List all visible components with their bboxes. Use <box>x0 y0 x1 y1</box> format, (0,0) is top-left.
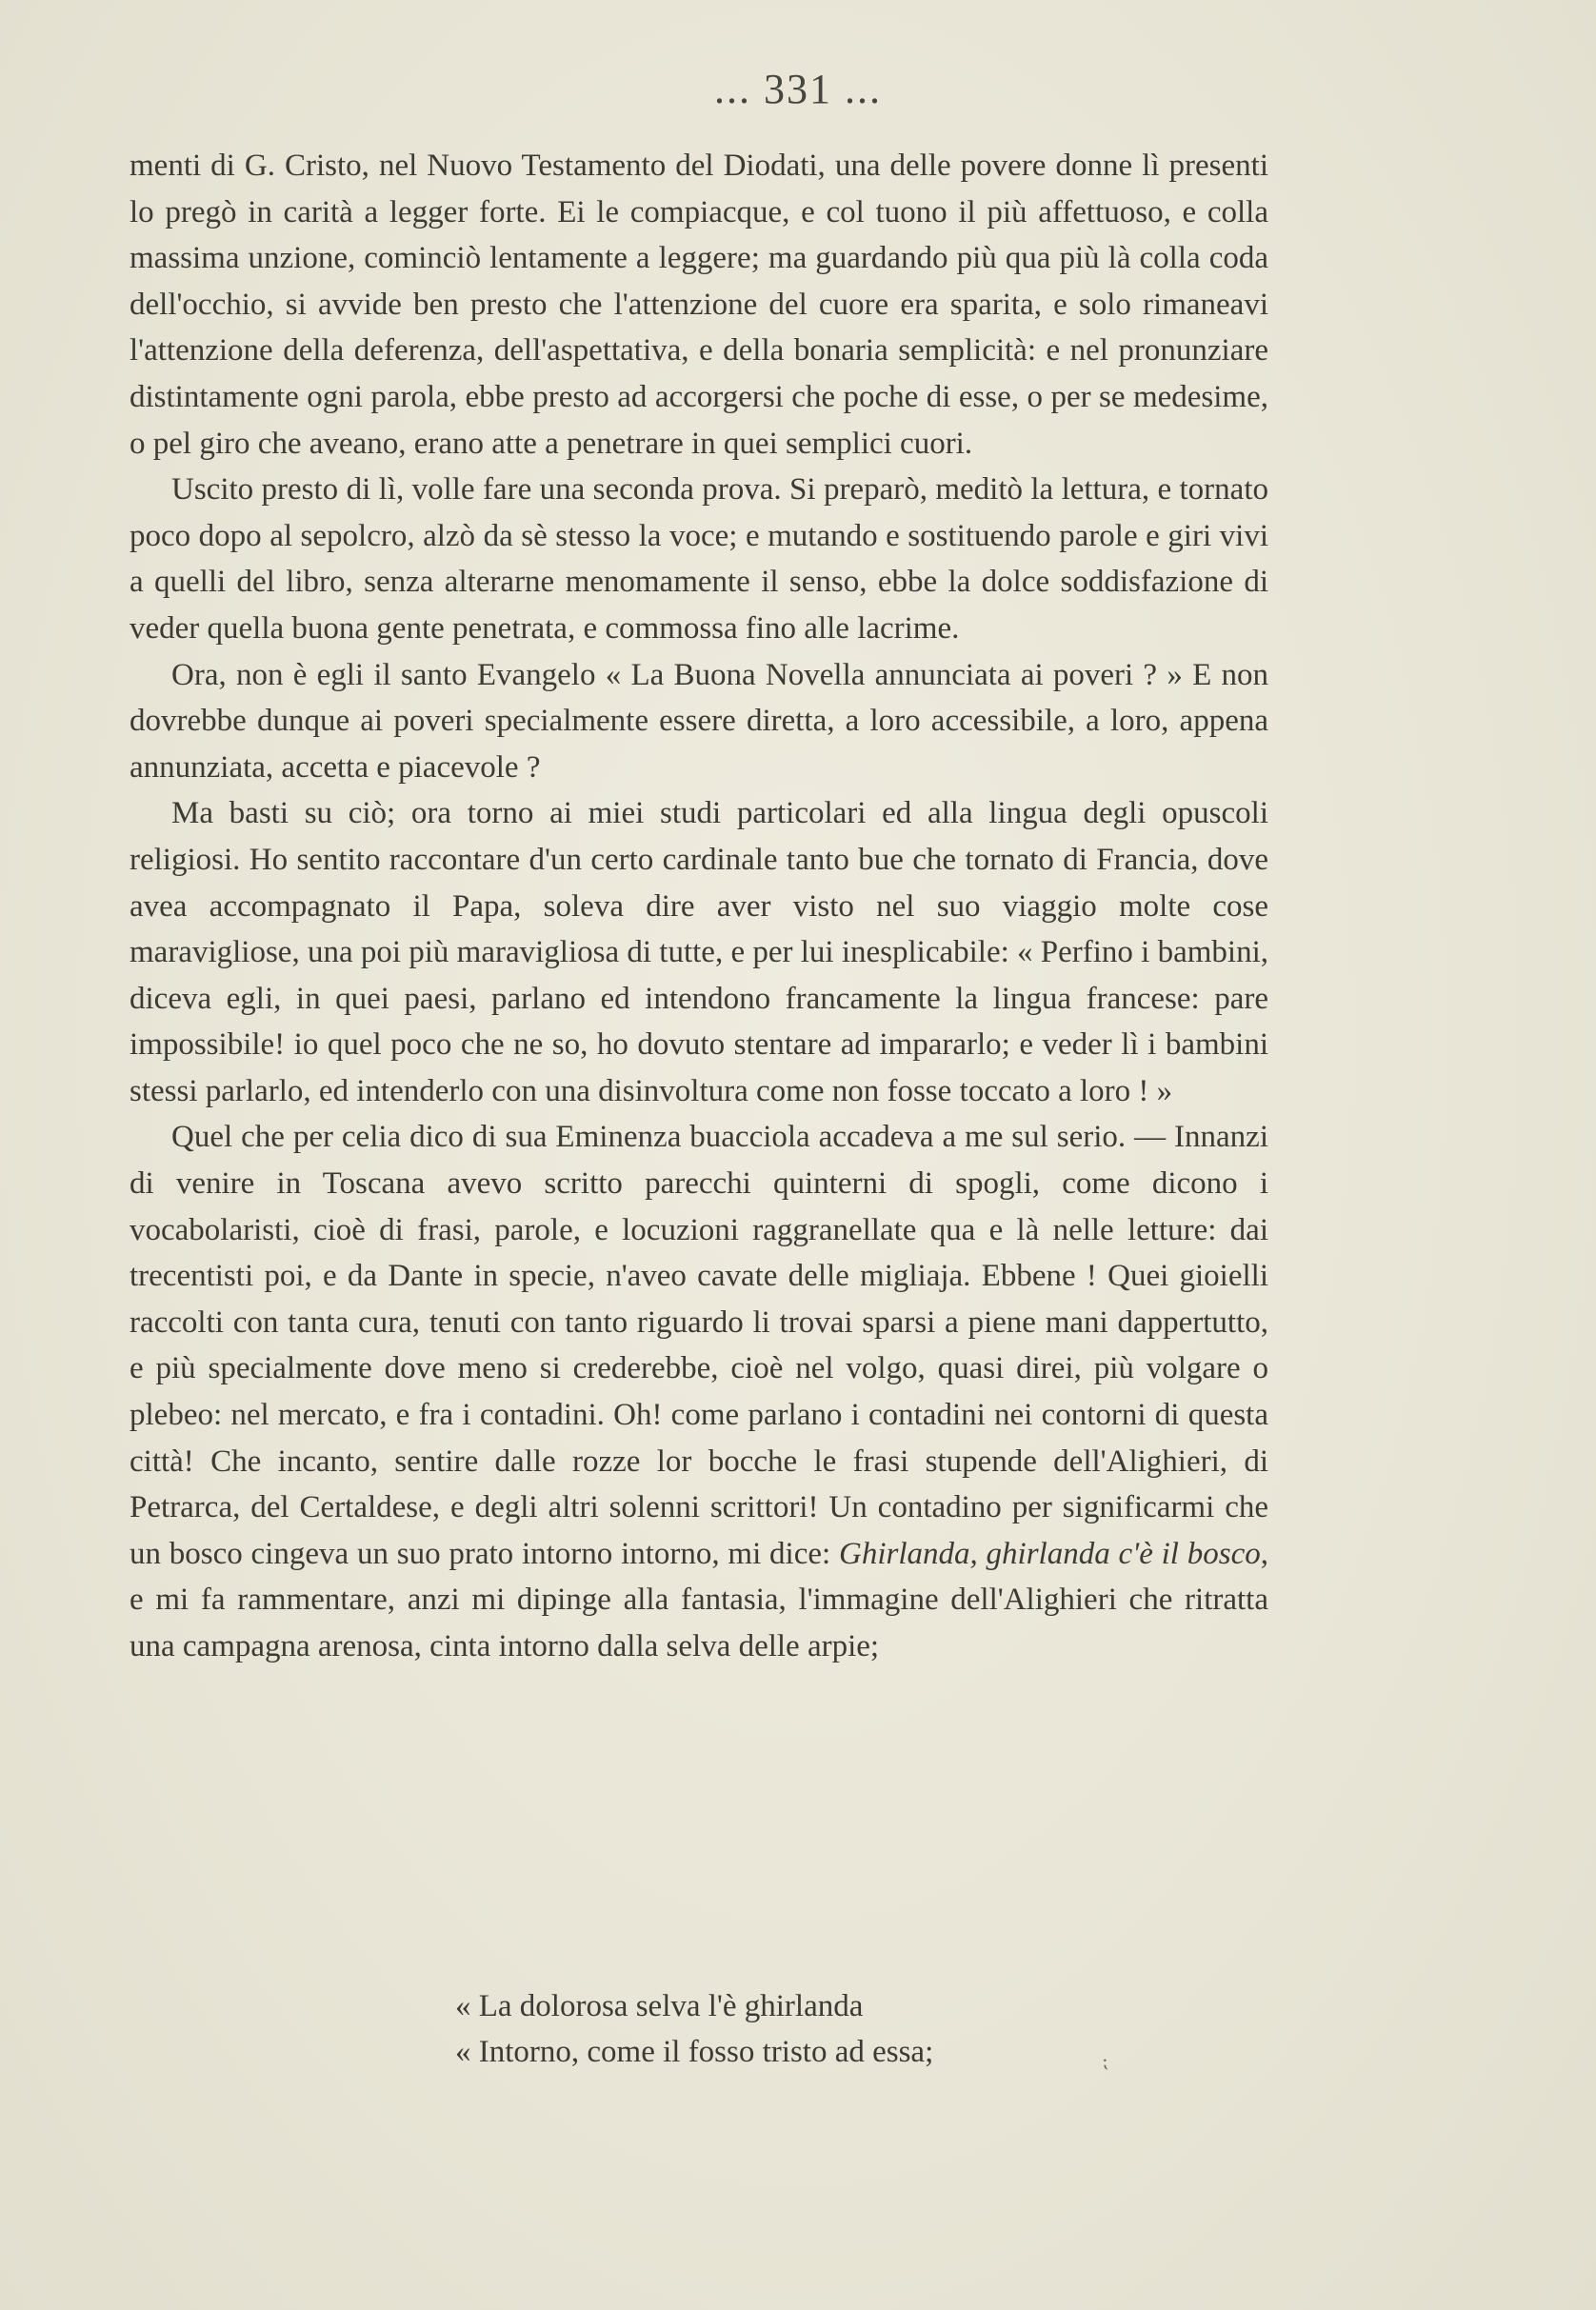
paragraph-5 <box>130 1114 1268 1669</box>
paragraph-text: Uscito presto di lì, volle fare una seconda prova. Si preparò, meditò la lettura, e tornato poco dopo al sepolcro, alzò da sè stesso la voce; e mutando e sostituendo parole e giri vivi a quelli del libro, senza alterarne menomamente il senso, ebbe la dolce soddisfazione di veder quella buona gente penetrata, e commossa fino alle lacrime. <box>130 472 1268 646</box>
paragraph-text: Ma basti su ciò; ora torno ai miei studi particolari ed alla lingua degli opuscoli religiosi. Ho sentito raccontare d'un certo cardinale tanto bue che tornato di Francia, dove avea accompagnato il Papa, soleva dire aver visto nel suo viaggio molte cose maravigliose, una poi più maravigliosa di tutte, e per lui inesplicabile: « Perfino i bambini, diceva egli, in quei paesi, parlano ed intendono francamente la lingua francese: pare impossibile! io quel poco che ne so, ho dovuto stentare ad impararlo; e veder lì i bambini stessi parlarlo, ed intenderlo con una disinvoltura come non fosse toccato a loro ! » <box>130 796 1268 1108</box>
paragraph-text: menti di G. Cristo, nel Nuovo Testamento del Diodati, una delle povere donne lì presenti lo pregò in carità a legger forte. Ei le compiacque, e col tuono il più affettuoso, e colla massima unzione, cominciò lentamente a leggere; ma guardando più qua più là colla coda dell'occhio, si avvide ben presto che l'attenzione del cuore era sparita, e solo rimaneavi l'attenzione della deferenza, dell'aspettativa, e della bonaria semplicità: e nel pronunziare distintamente ogni parola, ebbe presto ad accorgersi che poche di esse, o per se medesime, o pel giro che aveano, erano atte a penetrare in quei semplici cuori. <box>130 149 1268 461</box>
margin-mark: ⁏ <box>1102 2049 1108 2072</box>
paragraph-text: Ora, non è egli il santo Evangelo « La Buona Novella annunciata ai poveri ? » E non dovrebbe dunque ai poveri specialmente essere diretta, a loro accessibile, a loro, appena annunziata, accetta e piacevole ? <box>130 657 1268 785</box>
italic-quote: Ghirlanda, ghirlanda c'è il bosco <box>838 1536 1261 1571</box>
body-text <box>130 143 1268 1670</box>
paragraph-1 <box>130 143 1268 467</box>
verse-line-2: « Intorno, come il fosso tristo ad essa; <box>455 2035 934 2069</box>
paragraph-2 <box>130 467 1268 651</box>
verse-quotation <box>455 1983 933 2075</box>
paragraph-3 <box>130 652 1268 791</box>
verse-line-1: « La dolorosa selva l'è ghirlanda <box>455 1989 864 2023</box>
page-number: ... 331 ... <box>714 66 882 112</box>
paragraph-text: Quel che per celia dico di sua Eminenza buacciola accadeva a me sul serio. — Innanzi di venire in Toscana avevo scritto parecchi quinterni di spogli, come dicono i vocabolaristi, cioè di frasi, parole, e locuzioni raggranellate qua e là nelle letture: dai trecentisti poi, e da Dante in specie, n'aveo cavate delle migliaja. Ebbene ! Quei gioielli raccolti con tanta cura, tenuti con tanto riguardo li trovai sparsi a piene mani dappertutto, e più specialmente dove meno si crederebbe, cioè nel volgo, quasi direi, più volgare o plebeo: nel mercato, e fra i contadini. Oh! come parlano i contadini nei contorni di questa città! Che incanto, sentire dalle rozze lor bocche le frasi stupende dell'Alighieri, di Petrarca, del Certaldese, e degli altri solenni scrittori! Un contadino per significarmi che un bosco cingeva un suo prato intorno intorno, mi dice: <box>130 1120 1268 1571</box>
paragraph-text-continued: , e mi fa rammentare, anzi mi dipinge alla fantasia, l'immagine dell'Alighieri che ritratta una campagna arenosa, cinta intorno dalla selva delle arpie; <box>130 1536 1268 1663</box>
paragraph-4 <box>130 790 1268 1114</box>
